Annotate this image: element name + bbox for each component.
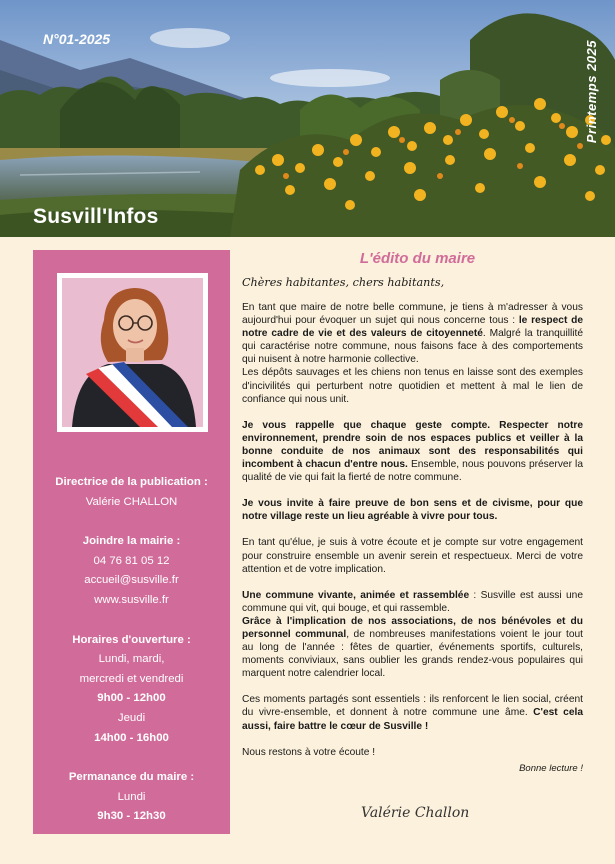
edito-title: L'édito du maire: [359, 250, 476, 267]
paragraph: Je vous invite à faire preuve de bon sens et de civisme, pour que notre village reste un lieu agréable à vivre pour tous.: [242, 498, 583, 523]
publication-heading: Directrice de la publication :: [55, 476, 208, 488]
edito-column: [242, 250, 583, 774]
hours-heading: Horaires d'ouverture :: [72, 633, 191, 646]
publication-title: Susvill'Infos: [33, 205, 159, 228]
paragraph: Les dépôts sauvages et les chiens non tenus en laisse sont des exemples d'incivilités qui perturbent notre quotidien et mettent à mal le lien de confiance qui nous unit.: [242, 367, 583, 405]
website-link[interactable]: www.susville.fr: [94, 593, 169, 606]
season-label: Printemps 2025: [584, 40, 599, 144]
contact-heading: Joindre la mairie :: [82, 535, 181, 548]
closing-line: Bonne lecture !: [519, 762, 583, 774]
signature: Valérie Challon: [361, 805, 470, 821]
publication-director: Valérie CHALLON: [85, 495, 178, 508]
mayor-photo: [62, 278, 203, 427]
issue-number: N°01-2025: [43, 31, 111, 47]
header-photo: [0, 0, 615, 237]
hours-days: Jeudi: [117, 711, 146, 724]
email-link[interactable]: accueil@susville.fr: [84, 574, 179, 587]
hours-time: 14h00 - 16h00: [94, 731, 169, 744]
hours-time: 9h00 - 12h00: [97, 692, 166, 705]
edito-body: [242, 301, 583, 774]
paragraph: Grâce à l'implication de nos associations, de nos bénévoles et du personnel communal, de nombreuses manifestations voient le jour tout au long de l'année : fêtes de quartier, événements sportifs, culturels, moments conviviaux, sans oublier les grands rendez-vous populaires qui marquent notre calendrier local.: [242, 615, 583, 680]
mayor-hours-day: Lundi: [117, 790, 146, 803]
hours-days: Lundi, mardi,: [98, 653, 165, 666]
greeting: Chères habitantes, chers habitants,: [242, 276, 445, 289]
paragraph: En tant que maire de notre belle commune, je tiens à m'adresser à vous aujourd'hui pour évoquer un sujet qui nous concerne tous : le respect de notre cadre de vie et des valeurs de citoyenneté. Malgré la tranquillité qui caractérise notre commune, nous faisons face à des comportements qui nuisent à notre harmonie collective.: [242, 302, 583, 366]
sidebar-info: [33, 473, 230, 827]
mayor-hours-time: 9h30 - 12h30: [97, 810, 166, 823]
paragraph: Ces moments partagés sont essentiels : ils renforcent le lien social, créent du vivre-ensemble, et donnent à notre commune une âme. C'est cela aussi, faire battre le cœur de Susville !: [242, 694, 583, 732]
phone-number: 04 76 81 05 12: [93, 554, 170, 567]
paragraph: Je vous rappelle que chaque geste compte. Respecter notre environnement, prendre soin de nos espaces publics et veiller à la bonne conduite de nos animaux sont des responsabilités qui incombent à chacun d'entre nous. Ensemble, nous pouvons préserver la qualité de vie qui fait la fierté de notre commune.: [242, 419, 583, 484]
paragraph: En tant qu'élue, je suis à votre écoute et je compte sur votre engagement pour construire ensemble un avenir serein et respectueux. Merci de votre attention et de votre implication.: [242, 537, 583, 575]
paragraph: Nous restons à votre écoute !: [242, 746, 376, 758]
hours-days: mercredi et vendredi: [79, 672, 184, 685]
mayor-hours-heading: Permanance du maire :: [68, 771, 195, 784]
mayor-photo-frame: [57, 273, 208, 432]
sidebar: [33, 250, 230, 834]
portrait-illustration: [62, 278, 203, 427]
paragraph: Une commune vivante, animée et rassemblée : Susville est aussi une commune qui vit, qui bouge, et qui rassemble.: [242, 589, 583, 614]
